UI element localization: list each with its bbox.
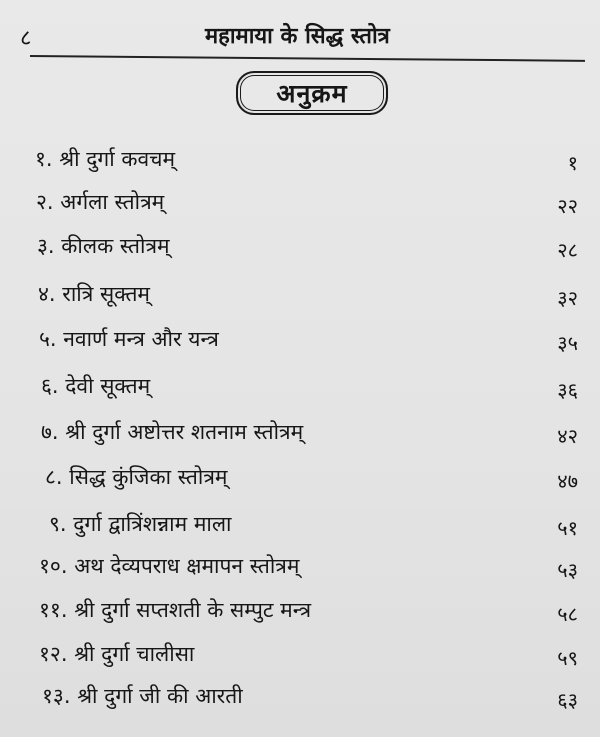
entry-title: १२. श्री दुर्गा चालीसा xyxy=(39,642,195,666)
contents-entry xyxy=(0,552,600,582)
contents-entry xyxy=(0,372,600,402)
page-number: ८ xyxy=(20,26,32,51)
entry-page-number: २२ xyxy=(557,194,578,218)
contents-entry xyxy=(0,510,600,540)
contents-entry xyxy=(0,596,600,626)
entry-title: १. श्री दुर्गा कवचम् xyxy=(35,147,176,171)
entry-page-number: ५३ xyxy=(557,558,578,582)
entry-page-number: ५१ xyxy=(557,516,578,540)
entry-page-number: ४७ xyxy=(557,469,578,493)
contents-entry xyxy=(0,188,600,218)
entry-page-number: २८ xyxy=(557,238,578,262)
contents-entry xyxy=(0,640,600,670)
contents-entry xyxy=(0,682,600,712)
contents-entry xyxy=(0,280,600,310)
entry-title: ८. सिद्ध कुंजिका स्तोत्रम् xyxy=(45,465,228,489)
contents-entry xyxy=(0,145,600,175)
entry-page-number: ३६ xyxy=(557,378,578,402)
contents-heading-frame xyxy=(236,71,388,115)
entry-title: १३. श्री दुर्गा जी की आरती xyxy=(42,684,243,708)
entry-title: १०. अथ देव्यपराध क्षमापन स्तोत्रम् xyxy=(39,554,300,578)
entry-page-number: १ xyxy=(567,151,578,175)
contents-entry xyxy=(0,463,600,493)
entry-title: ४. रात्रि सूक्तम् xyxy=(38,282,150,306)
entry-title: ११. श्री दुर्गा सप्तशती के सम्पुट मन्त्र xyxy=(39,598,312,622)
entry-title: ६. देवी सूक्तम् xyxy=(41,374,151,398)
running-title: महामाया के सिद्ध स्तोत्र xyxy=(205,24,390,49)
entry-page-number: ३५ xyxy=(557,331,578,355)
entry-page-number: ४२ xyxy=(557,424,578,448)
header-rule xyxy=(30,55,585,62)
entry-page-number: ३२ xyxy=(557,286,578,310)
contents-entry xyxy=(0,418,600,448)
entry-page-number: ५८ xyxy=(557,602,578,626)
entry-title: ५. नवार्ण मन्त्र और यन्त्र xyxy=(39,327,219,351)
contents-entry xyxy=(0,325,600,355)
entry-title: ९. दुर्गा द्वात्रिंशन्नाम माला xyxy=(49,512,232,536)
entry-page-number: ६३ xyxy=(557,688,578,712)
contents-entry xyxy=(0,232,600,262)
entry-title: ७. श्री दुर्गा अष्टोत्तर शतनाम स्तोत्रम् xyxy=(41,420,304,444)
entry-title: ३. कीलक स्तोत्रम् xyxy=(37,234,170,258)
entry-title: २. अर्गला स्तोत्रम् xyxy=(36,190,165,214)
entry-page-number: ५९ xyxy=(557,646,578,670)
contents-heading: अनुक्रम xyxy=(276,79,348,108)
